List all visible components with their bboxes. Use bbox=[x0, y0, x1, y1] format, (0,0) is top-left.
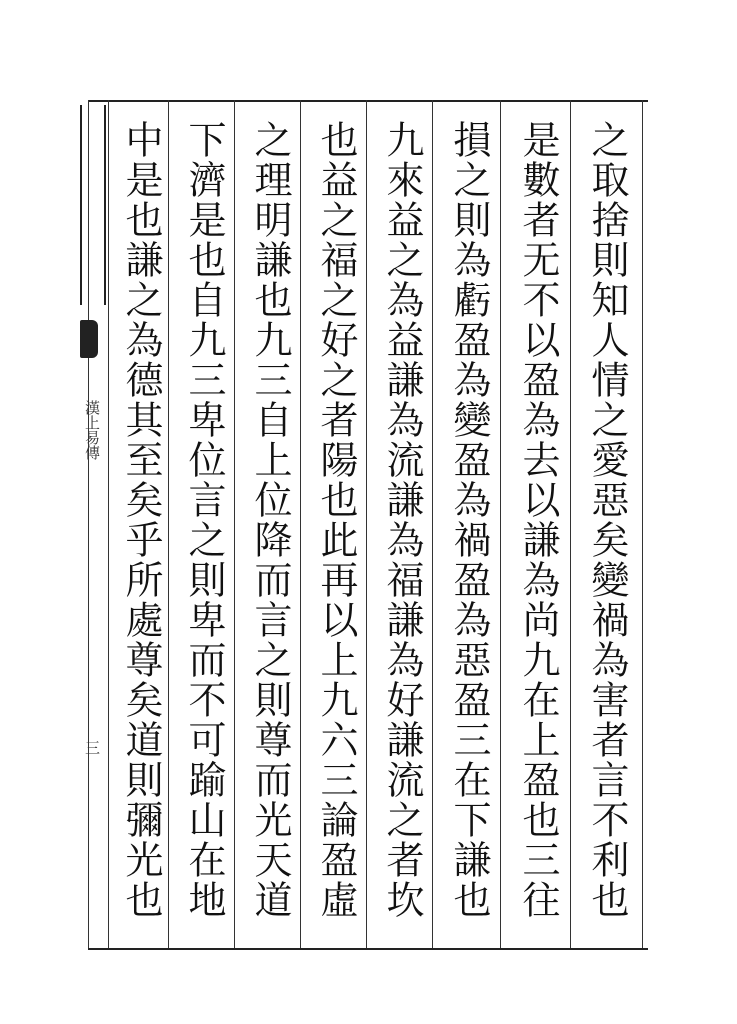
text-column-3: 損之則為虧盈為變盈為禍盈為惡盈三在下謙也 bbox=[447, 120, 491, 920]
column-divider bbox=[500, 100, 501, 948]
margin-page-number: 三 bbox=[83, 740, 101, 755]
text-column-2: 是數者无不以盈為去以謙為尚九在上盈也三往 bbox=[516, 120, 560, 920]
top-frame-line bbox=[88, 100, 648, 102]
text-column-7: 下濟是也自九三卑位言之則卑而不可踰山在地 bbox=[182, 120, 226, 920]
text-column-5: 也益之福之好之者陽也此再以上九六三論盈虛 bbox=[314, 120, 358, 920]
bottom-frame-line bbox=[88, 948, 648, 950]
margin-book-title: 漢上易傳 bbox=[83, 400, 101, 460]
text-column-4: 九來益之為益謙為流謙為福謙為好謙流之者坎 bbox=[380, 120, 424, 920]
column-divider bbox=[108, 100, 109, 948]
column-divider bbox=[570, 100, 571, 948]
text-column-6: 之理明謙也九三自上位降而言之則尊而光天道 bbox=[248, 120, 292, 920]
margin-column bbox=[80, 130, 104, 950]
text-column-1: 之取捨則知人情之愛惡矣變禍為害者言不利也 bbox=[585, 120, 629, 920]
text-column-8: 中是也謙之為德其至矣乎所處尊矣道則彌光也 bbox=[119, 120, 163, 920]
right-frame-line bbox=[642, 100, 643, 948]
